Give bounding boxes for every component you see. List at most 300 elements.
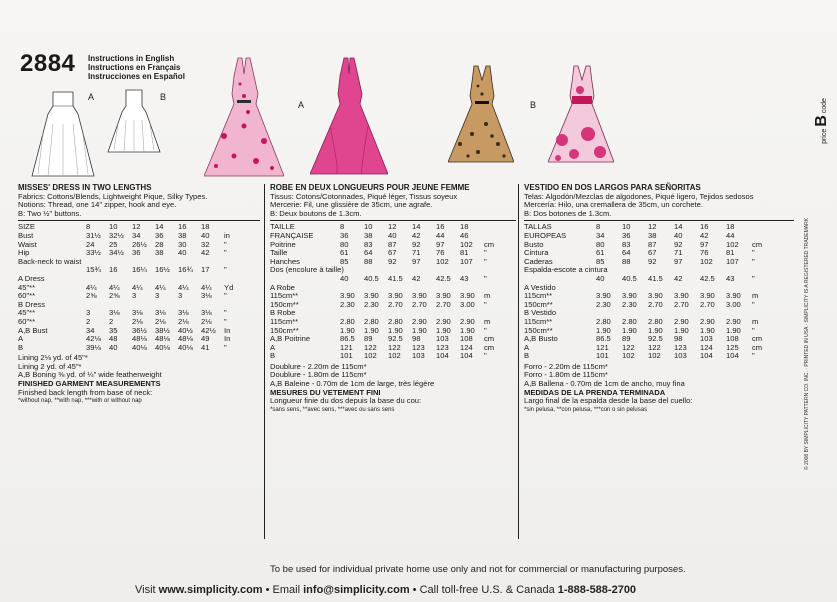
table-cell: cm	[752, 334, 763, 344]
fr-doublure-a: Doublure - 2.20m de 115cm*	[270, 361, 367, 371]
table-cell: 92.5	[388, 334, 403, 344]
table-cell: 86.5	[340, 334, 355, 344]
table-cell: 102	[388, 351, 401, 361]
table-cell: 10	[622, 222, 631, 232]
table-cell: In	[224, 325, 231, 335]
table-cell: 3.90	[460, 291, 475, 301]
table-cell: 41	[201, 342, 210, 352]
fr-title: ROBE EN DEUX LONGUEURS POUR JEUNE FEMME	[270, 183, 470, 192]
table-cell: 1.90	[700, 325, 715, 335]
table-cell: 2⅛	[155, 316, 166, 326]
table-cell	[752, 223, 778, 232]
table-cell: 115cm**	[524, 291, 553, 301]
table-cell: 42	[674, 273, 683, 283]
table-cell: 115cm**	[270, 316, 299, 326]
table-cell: 2.30	[622, 299, 637, 309]
table-cell: 103	[674, 351, 687, 361]
price-code-box	[814, 74, 830, 164]
footer-website-link[interactable]: www.simplicity.com	[158, 584, 263, 596]
table-cell: Poitrine	[270, 239, 296, 249]
table-cell: B Vestido	[524, 308, 557, 318]
table-cell: 16¾	[178, 265, 193, 275]
table-row	[18, 266, 260, 275]
table-cell: 40⅛	[155, 342, 170, 352]
table-cell: 67	[388, 248, 397, 258]
table-row	[524, 275, 794, 284]
table-cell: 97	[436, 239, 445, 249]
fr-fabrics: Tissus: Cotons/Cotonnades, Piqué léger, Tissus soyeux	[270, 191, 458, 201]
table-cell: 2.70	[674, 299, 689, 309]
table-cell: "	[224, 316, 227, 326]
table-cell: 3.90	[340, 291, 355, 301]
table-cell: 124	[700, 342, 713, 352]
table-cell: 2.70	[388, 299, 403, 309]
footer-visit: Visit	[135, 584, 156, 596]
table-cell: Yd	[224, 282, 234, 292]
table-cell: m	[484, 316, 491, 326]
table-cell: A Dress	[18, 273, 45, 283]
table-cell: SIZE	[18, 222, 35, 232]
table-cell: A Vestido	[524, 282, 556, 292]
table-cell: 1.90	[674, 325, 689, 335]
table-cell: 33½	[86, 248, 101, 258]
table-cell: 48⅛	[132, 334, 147, 344]
table-cell: 97	[412, 256, 421, 266]
footer-email-link[interactable]: info@simplicity.com	[303, 584, 410, 596]
table-cell: 76	[700, 248, 709, 258]
table-cell: "	[752, 248, 755, 258]
table-cell: 150cm**	[524, 325, 553, 335]
fr-boning: A,B Baleine - 0.70m de 1cm de large, très légère	[270, 379, 435, 389]
table-row	[18, 344, 260, 353]
table-cell: 2.90	[674, 316, 689, 326]
en-boning: A,B Boning ⅜ yd. of ¼" wide featherweight	[18, 370, 162, 380]
table-cell: Espalda-escote a cintura	[524, 265, 608, 275]
table-cell: 4¼	[178, 282, 189, 292]
table-cell: 104	[700, 351, 713, 361]
table-cell: 36	[132, 248, 141, 258]
footer-phone: 1-888-588-2700	[557, 584, 637, 596]
table-cell: 102	[726, 239, 739, 249]
table-row	[270, 275, 516, 284]
table-cell: 14	[155, 222, 164, 232]
table-cell: 101	[340, 351, 353, 361]
table-cell	[484, 266, 508, 275]
table-cell: 28	[155, 239, 164, 249]
dress-b-label: B	[530, 100, 537, 110]
table-cell: 108	[726, 334, 739, 344]
en-fabrics: Fabrics: Cottons/Blends, Lightweight Pique, Silky Types.	[18, 191, 208, 201]
table-cell: 16	[178, 222, 187, 232]
table-cell: A,B Busto	[524, 334, 558, 344]
table-cell: 8	[86, 222, 91, 232]
table-cell: Waist	[18, 239, 37, 249]
table-cell: 16½	[155, 265, 170, 275]
table-cell: 150cm**	[270, 325, 299, 335]
table-cell: 26½	[132, 239, 147, 249]
en-footnote: *without nap, **with nap, ***with or without nap	[18, 398, 142, 405]
table-cell: 92	[674, 239, 683, 249]
table-cell: 48⅛	[155, 334, 170, 344]
es-back-length: Largo final de la espalda desde la base del cuello:	[524, 396, 693, 406]
table-cell: 42.5	[700, 273, 715, 283]
table-cell: 3.90	[648, 291, 663, 301]
fr-doublure-b: Doublure - 1.80m de 115cm*	[270, 370, 367, 380]
table-cell: 40	[388, 230, 397, 240]
table-cell: 14	[674, 222, 683, 232]
lang-french: Instructions en Français	[88, 63, 181, 72]
es-title: VESTIDO EN DOS LARGOS PARA SEÑORITAS	[524, 183, 701, 192]
table-cell: A	[18, 334, 24, 344]
table-cell: 83	[364, 239, 373, 249]
table-cell: 107	[460, 256, 473, 266]
table-cell: 46	[460, 230, 469, 240]
table-cell: 102	[622, 351, 635, 361]
table-cell: 2.80	[622, 316, 637, 326]
table-cell: 3	[132, 291, 137, 301]
table-cell: 38½	[155, 325, 170, 335]
table-cell: 4¼	[201, 282, 212, 292]
table-cell: 25	[109, 239, 118, 249]
table-cell: 150cm**	[524, 299, 553, 309]
table-row	[270, 352, 516, 361]
price-label: price	[821, 128, 828, 144]
table-cell: 81	[726, 248, 735, 258]
table-cell: 1.90	[648, 325, 663, 335]
table-cell: 3	[86, 308, 91, 318]
table-cell: 98	[674, 334, 683, 344]
table-cell: 2⅛	[132, 316, 143, 326]
table-cell: 4¼	[86, 282, 97, 292]
table-cell: 24	[86, 239, 95, 249]
table-cell: 44	[436, 230, 445, 240]
usage-notice: To be used for individual private home use only and not for commercial or manufacturing purposes.	[270, 564, 686, 575]
table-cell: 40⅛	[132, 342, 147, 352]
code-label: code	[821, 98, 828, 114]
es-boning: A,B Ballena - 0.70m de 1cm de ancho, muy fina	[524, 379, 685, 389]
table-cell: 2.80	[364, 316, 379, 326]
table-cell: 2.90	[460, 316, 475, 326]
table-cell: "	[224, 342, 227, 352]
table-cell: 4¼	[109, 282, 120, 292]
table-cell: 2⅝	[109, 291, 120, 301]
en-lining-a: Lining 2⅛ yd. of 45"*	[18, 353, 88, 363]
table-cell: 3.90	[412, 291, 427, 301]
fr-footnote: *sans sens, **avec sens, ***avec ou sans sens	[270, 406, 395, 413]
table-cell: TALLAS	[524, 222, 552, 232]
table-cell: 2.90	[436, 316, 451, 326]
divider-1	[264, 184, 265, 539]
table-cell: 104	[726, 351, 739, 361]
table-cell: 44	[726, 230, 735, 240]
table-cell: 40.5	[364, 273, 379, 283]
table-cell: "	[484, 273, 487, 283]
table-cell: 16	[109, 265, 118, 275]
table-cell: "	[224, 248, 227, 258]
table-cell: 3.90	[622, 291, 637, 301]
table-cell: 61	[340, 248, 349, 258]
table-row	[524, 301, 794, 310]
table-cell: Dos (encolure à taille)	[270, 265, 344, 275]
es-notions: Mercería: Hilo, una cremallera de 35cm, un corchete.	[524, 200, 703, 210]
table-cell: 16	[436, 222, 445, 232]
table-cell: 42½	[201, 325, 216, 335]
dress-a-solid-pink	[310, 56, 388, 176]
table-cell: A	[524, 342, 530, 352]
table-cell: 2.80	[340, 316, 355, 326]
table-cell: B	[18, 342, 24, 352]
table-cell: 1.90	[388, 325, 403, 335]
fr-back-length: Longueur finie du dos depuis la base du cou:	[270, 396, 422, 406]
table-cell: 121	[340, 342, 353, 352]
es-size-table	[524, 223, 794, 361]
table-cell: Cintura	[524, 248, 549, 258]
table-cell: 103	[412, 351, 425, 361]
table-cell: 2.70	[412, 299, 427, 309]
table-cell: 88	[364, 256, 373, 266]
table-cell: 150cm**	[270, 299, 299, 309]
table-cell: 3.00	[460, 299, 475, 309]
table-cell: 102	[460, 239, 473, 249]
table-cell: 80	[340, 239, 349, 249]
table-cell: 3	[178, 291, 183, 301]
table-cell: 92	[648, 256, 657, 266]
table-cell: B	[270, 351, 276, 361]
fr-finished-heading: MESURES DU VETEMENT FINI	[270, 387, 381, 397]
table-cell: 49	[201, 334, 210, 344]
table-cell: "	[752, 325, 755, 335]
table-cell: B Dress	[18, 299, 46, 309]
table-cell: 14	[412, 222, 421, 232]
table-cell: "	[224, 265, 227, 275]
table-cell: cm	[752, 342, 763, 352]
table-cell: 34	[596, 230, 605, 240]
fr-size-table	[270, 223, 516, 361]
table-cell: 40	[178, 248, 187, 258]
table-cell: "	[484, 299, 487, 309]
table-cell: Bust	[18, 230, 34, 240]
table-cell: 64	[622, 248, 631, 258]
table-cell: 32	[201, 239, 210, 249]
table-cell: 41.5	[388, 273, 403, 283]
table-cell: "	[224, 239, 227, 249]
table-cell: 3.90	[674, 291, 689, 301]
table-cell: Busto	[524, 239, 544, 249]
table-cell: "	[752, 273, 755, 283]
table-cell: 35	[109, 325, 118, 335]
table-cell: in	[224, 230, 230, 240]
table-cell: "	[484, 351, 487, 361]
table-cell: 102	[364, 351, 377, 361]
divider-2	[518, 184, 519, 539]
sketch-view-b	[104, 84, 167, 164]
es-footnote: *sin pelusa, **con pelusa, ***con o sin pelusas	[524, 406, 648, 413]
table-cell: "	[484, 256, 487, 266]
table-cell: 107	[726, 256, 739, 266]
table-cell: 39⅛	[86, 342, 101, 352]
table-cell: 103	[700, 334, 713, 344]
table-cell: 3.90	[364, 291, 379, 301]
table-cell: 40	[596, 273, 605, 283]
table-cell: 34½	[109, 248, 124, 258]
table-cell: 103	[436, 334, 449, 344]
table-cell: 43	[726, 273, 735, 283]
table-cell: Hip	[18, 248, 30, 258]
table-cell: cm	[484, 239, 495, 249]
table-cell: 40½	[178, 325, 193, 335]
pattern-number: 2884	[20, 50, 76, 77]
en-buttons: B: Two ½" buttons.	[18, 208, 82, 218]
dress-b-pink-floral	[548, 64, 614, 164]
table-cell: 8	[340, 222, 345, 232]
table-cell: m	[484, 291, 491, 301]
table-cell: A,B Poitrine	[270, 334, 311, 344]
table-cell: 2.80	[596, 316, 611, 326]
table-cell: cm	[752, 239, 763, 249]
table-cell: "	[224, 291, 227, 301]
table-cell: 64	[364, 248, 373, 258]
table-cell: 40.5	[622, 273, 637, 283]
table-cell: 108	[460, 334, 473, 344]
table-cell: 45"**	[18, 282, 36, 292]
table-cell: 101	[596, 351, 609, 361]
es-fabrics: Telas: Algodón/Mezclas de algodones, Piqué ligero, Tejidos sedosos	[524, 191, 754, 201]
table-cell: A Robe	[270, 282, 295, 292]
table-cell: 121	[596, 342, 609, 352]
table-cell: 83	[622, 239, 631, 249]
table-cell: In	[224, 334, 231, 344]
table-cell: 76	[436, 248, 445, 258]
table-cell: A,B Bust	[18, 325, 48, 335]
table-cell: TAILLE	[270, 222, 295, 232]
table-cell: 85	[340, 256, 349, 266]
table-cell: "	[484, 248, 487, 258]
table-cell: 42	[412, 273, 421, 283]
table-cell: 17	[201, 265, 210, 275]
table-cell: 102	[700, 256, 713, 266]
table-cell: 104	[460, 351, 473, 361]
table-cell: 123	[412, 342, 425, 352]
language-list	[88, 54, 185, 81]
table-cell: B	[524, 351, 530, 361]
table-cell: 12	[388, 222, 397, 232]
table-cell: 3.90	[700, 291, 715, 301]
table-cell: 122	[648, 342, 661, 352]
table-cell: 48⅛	[178, 334, 193, 344]
table-cell: 1.90	[622, 325, 637, 335]
table-cell: 34	[132, 230, 141, 240]
table-cell: 88	[622, 256, 631, 266]
table-cell: "	[752, 299, 755, 309]
copyright-line: © 2008 BY SIMPLICITY PATTERN CO. INC. · PRINTED IN USA · SIMPLICITY IS A REGISTERED TRADEMARK	[804, 217, 810, 470]
table-cell: "	[752, 256, 755, 266]
table-cell: 45"**	[18, 308, 36, 318]
table-cell: 15¾	[86, 265, 101, 275]
table-cell: 2.30	[364, 299, 379, 309]
table-cell: 2.30	[340, 299, 355, 309]
table-row	[524, 352, 794, 361]
fr-buttons: B: Deux boutons de 1.3cm.	[270, 208, 362, 218]
table-cell: B Robe	[270, 308, 296, 318]
footer-call: • Call toll-free U.S. & Canada	[412, 584, 555, 596]
table-cell: 4¼	[155, 282, 166, 292]
table-cell: 3.90	[726, 291, 741, 301]
table-cell: 86.5	[596, 334, 611, 344]
table-cell: 18	[460, 222, 469, 232]
table-cell: 122	[622, 342, 635, 352]
table-cell: 38	[648, 230, 657, 240]
table-cell: Hanches	[270, 256, 300, 266]
en-lining-b: Lining 2 yd. of 45"*	[18, 361, 82, 371]
table-cell: 3⅛	[201, 291, 212, 301]
table-cell: 89	[622, 334, 631, 344]
table-cell: 60"**	[18, 291, 36, 301]
table-cell: 2.70	[700, 299, 715, 309]
table-cell: 1.90	[340, 325, 355, 335]
table-cell	[224, 301, 247, 310]
table-cell: 40	[340, 273, 349, 283]
table-cell: 1.90	[460, 325, 475, 335]
table-cell: 2.80	[388, 316, 403, 326]
table-cell: 38	[155, 248, 164, 258]
table-cell: 60"**	[18, 316, 36, 326]
table-cell: 2.80	[648, 316, 663, 326]
table-cell: 3⅛	[178, 308, 189, 318]
table-cell: 10	[364, 222, 373, 232]
table-cell: 36	[155, 230, 164, 240]
table-cell: 42	[201, 248, 210, 258]
table-cell: 40	[201, 230, 210, 240]
table-cell: 1.90	[364, 325, 379, 335]
table-cell: 1.90	[596, 325, 611, 335]
table-cell: 102	[436, 256, 449, 266]
table-cell: 87	[648, 239, 657, 249]
table-cell: 30	[178, 239, 187, 249]
footer-contact	[135, 584, 636, 596]
column-french	[270, 184, 516, 414]
table-cell: 92.5	[648, 334, 663, 344]
table-cell: 89	[364, 334, 373, 344]
en-size-table	[18, 223, 260, 352]
table-cell: 3⅛	[155, 308, 166, 318]
table-cell: 2.90	[700, 316, 715, 326]
en-finished-heading: FINISHED GARMENT MEASUREMENTS	[18, 379, 161, 389]
table-cell: 3.90	[596, 291, 611, 301]
footer-email-label: • Email	[265, 584, 301, 596]
table-cell: 2	[86, 316, 91, 326]
table-cell: 87	[388, 239, 397, 249]
table-cell: EUROPEAS	[524, 230, 567, 240]
table-cell: 34	[86, 325, 95, 335]
table-cell: Taille	[270, 248, 288, 258]
table-row	[270, 301, 516, 310]
table-cell: 104	[436, 351, 449, 361]
table-cell: 43	[460, 273, 469, 283]
view-b-label: B	[160, 92, 167, 102]
table-cell: 1.90	[726, 325, 741, 335]
table-cell: 97	[674, 256, 683, 266]
en-notions: Notions: Thread, one 14" zipper, hook and eye.	[18, 200, 177, 210]
table-cell: m	[752, 291, 759, 301]
table-cell	[224, 258, 247, 267]
table-cell: 12	[132, 222, 141, 232]
table-cell: 3.90	[436, 291, 451, 301]
table-cell: 40	[674, 230, 683, 240]
table-cell: 2.30	[596, 299, 611, 309]
table-cell: Caderas	[524, 256, 553, 266]
table-cell: 3.90	[388, 291, 403, 301]
es-buttons: B: Dos botones de 1.3cm.	[524, 208, 612, 218]
